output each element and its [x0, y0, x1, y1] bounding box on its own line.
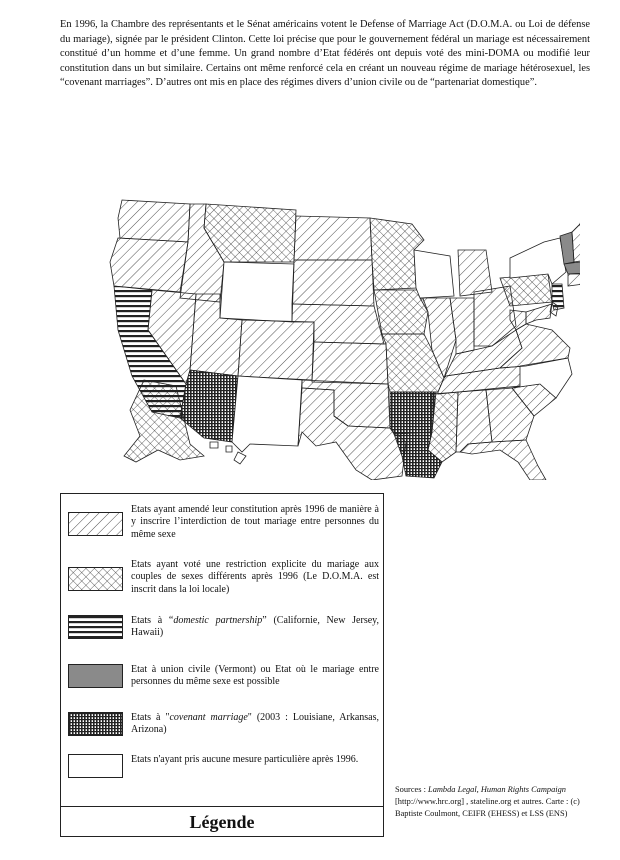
legend-text-covenant: Etats à "covenant marriage" (2003 : Louisiane, Arkansas, Arizona)	[131, 712, 379, 736]
swatch-civil	[68, 664, 123, 688]
state-maryland	[526, 304, 552, 324]
legend-text-domestic: Etats à “domestic partnership” (Californie, New Jersey, Hawaii)	[131, 615, 379, 639]
sources-italic: Lambda Legal, Human Rights Campaign	[428, 785, 566, 794]
legend	[60, 493, 384, 837]
swatch-domestic	[68, 615, 123, 639]
swatch-covenant	[68, 712, 123, 736]
state-connecticut	[568, 274, 580, 286]
legend-title: Légende	[189, 812, 255, 832]
state-mississippi	[428, 392, 458, 462]
state-new-mexico	[232, 376, 302, 452]
state-colorado	[238, 320, 314, 380]
state-michigan	[458, 250, 492, 296]
state-kansas	[312, 342, 388, 384]
sources: Sources : Lambda Legal, Human Rights Campaign [http://www.hrc.org] , stateline.org et autres. Carte : (c) Baptiste Coulmont, CEIFR (EHESS) et LSS (ENS)	[395, 785, 580, 818]
state-washington	[118, 200, 190, 242]
swatch-none	[68, 754, 123, 778]
state-arkansas	[390, 392, 436, 434]
swatch-doma	[68, 567, 123, 591]
legend-text-doma: Etats ayant voté une restriction explicite du mariage aux couples de sexes différents après 1996 (Le D.O.M.A. est inscrit dans la loi locale)	[131, 559, 379, 595]
state-north-dakota	[294, 216, 372, 260]
swatch-amended	[68, 512, 123, 536]
state-florida	[460, 440, 546, 480]
state-wyoming	[220, 262, 294, 322]
state-south-dakota	[292, 260, 374, 306]
state-oregon	[110, 238, 188, 292]
intro-paragraph: En 1996, la Chambre des représentants et le Sénat américains votent le Defense of Marriage Act (D.O.M.A. ou Loi de défense du mariage), signée par le président Clinton. Cette loi précise que pour le gouvernement fédéral un mariage est nécessairement constitué d’un homme et d’une femme. Un grand nombre d’Etat fédérés ont depuis voté des mini-DOMA ou modifié leur constitution dans un but similaire. Certains ont même renforcé cela en créant un nouveau régime de mariage hétérosexuel, les “covenant marriages”. D’autres ont mis en place des régimes divers d’union civile ou de “partenariat domestique”.	[60, 19, 590, 89]
us-map	[40, 180, 580, 480]
legend-text-none: Etats n'ayant pris aucune mesure particulière après 1996.	[131, 754, 359, 765]
sources-rest: [http://www.hrc.org] , stateline.org et autres. Carte : (c) Baptiste Coulmont, CEIFR (EHESS) et LSS (ENS)	[395, 797, 580, 818]
legend-title-row	[61, 806, 383, 836]
legend-text-civil: Etat à union civile (Vermont) ou Etat où le mariage entre personnes du même sexe est possible	[131, 664, 379, 688]
state-arizona	[180, 370, 238, 442]
legend-text-amended: Etats ayant amendé leur constitution après 1996 de manière à y inscrire l’interdiction de tout mariage entre personnes du même sexe	[131, 504, 379, 540]
state-wisconsin	[414, 250, 454, 298]
